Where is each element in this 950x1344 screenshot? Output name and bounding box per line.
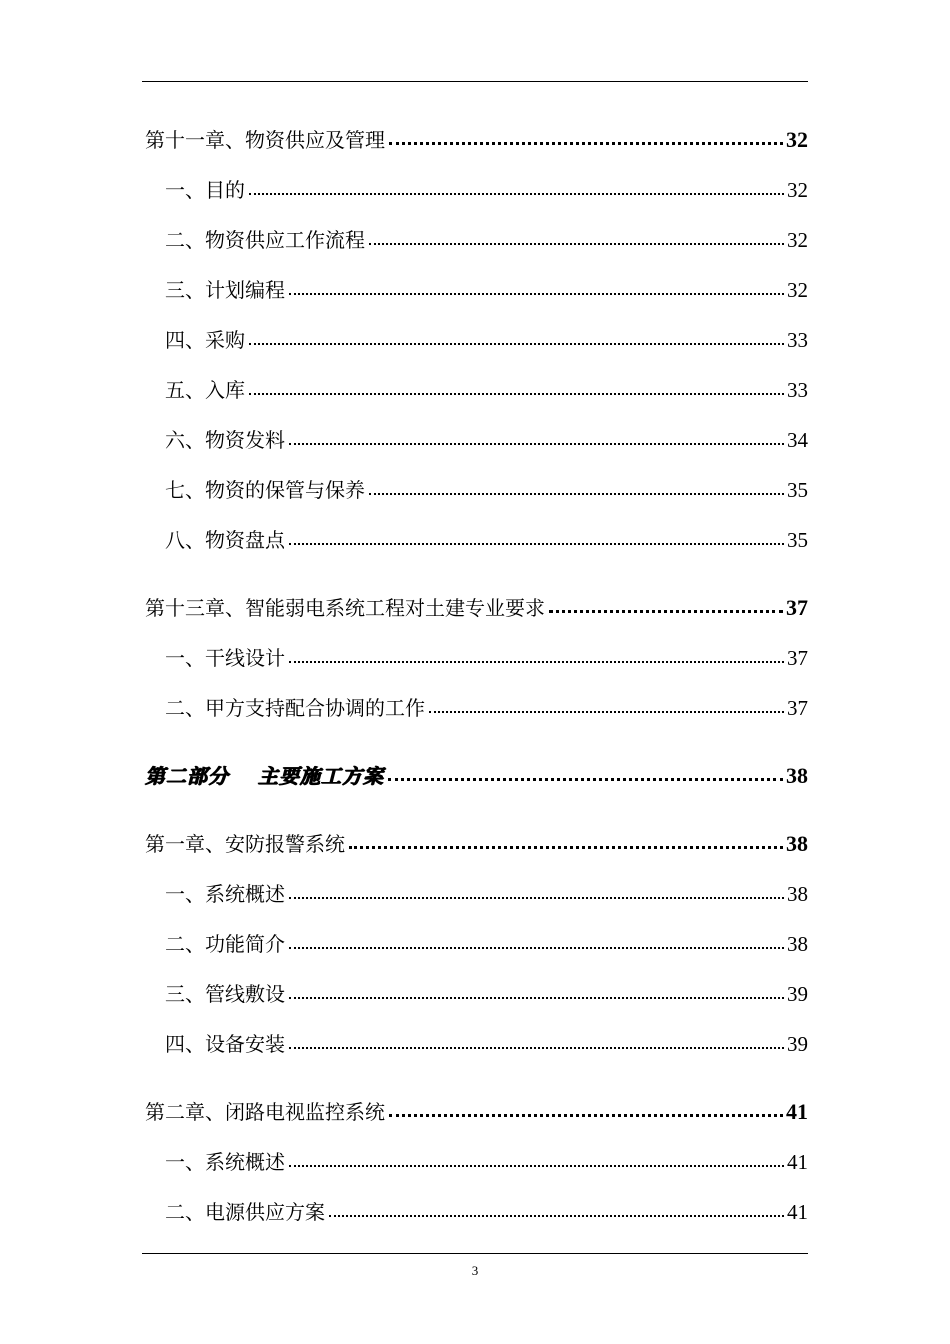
toc-section-entry[interactable] [165, 218, 808, 252]
toc-entry-page: 37 [787, 696, 808, 720]
toc-section-entry[interactable] [165, 318, 808, 352]
toc-chapter-entry[interactable] [145, 586, 808, 620]
toc-entry-page: 35 [787, 478, 808, 502]
toc-section-entry[interactable] [165, 368, 808, 402]
toc-section-entry[interactable] [165, 1022, 808, 1056]
toc-entry-page: 35 [787, 528, 808, 552]
toc-entry-page: 39 [787, 1032, 808, 1056]
toc-section-entry[interactable] [165, 168, 808, 202]
toc-entry-title: 第二部分 主要施工方案 [145, 764, 384, 788]
toc-entry-title: 第二章、闭路电视监控系统 [145, 1100, 385, 1124]
toc-section-entry[interactable] [165, 636, 808, 670]
dot-leader [289, 897, 784, 899]
toc-chapter-entry[interactable] [145, 118, 808, 152]
toc-entry-title: 三、计划编程 [165, 278, 285, 302]
dot-leader [289, 661, 784, 663]
toc-entry-title: 四、采购 [165, 328, 245, 352]
toc-entry-title: 一、目的 [165, 178, 245, 202]
toc-entry-page: 38 [787, 932, 808, 956]
toc-entry-title: 第十三章、智能弱电系统工程对土建专业要求 [145, 596, 545, 620]
toc-part-entry[interactable] [145, 754, 808, 788]
toc-entry-title: 五、入库 [165, 378, 245, 402]
toc-entry-title: 二、功能简介 [165, 932, 285, 956]
toc-section-entry[interactable] [165, 972, 808, 1006]
toc-chapter-entry[interactable] [145, 822, 808, 856]
toc-entry-title: 一、系统概述 [165, 1150, 285, 1174]
toc-entry-page: 39 [787, 982, 808, 1006]
dot-leader [389, 142, 783, 145]
toc-entry-page: 41 [787, 1200, 808, 1224]
toc-entry-title: 第一章、安防报警系统 [145, 832, 345, 856]
toc-entry-page: 33 [787, 328, 808, 352]
dot-leader [289, 293, 784, 295]
toc-entry-title: 六、物资发料 [165, 428, 285, 452]
dot-leader [549, 610, 783, 613]
toc-section-entry[interactable] [165, 268, 808, 302]
header-rule [142, 81, 808, 82]
toc-entry-title: 二、电源供应方案 [165, 1200, 325, 1224]
dot-leader [289, 443, 784, 445]
toc-entry-title: 一、系统概述 [165, 882, 285, 906]
toc-entry-page: 41 [786, 1099, 808, 1124]
dot-leader [249, 193, 784, 195]
toc-entry-page: 38 [786, 763, 808, 788]
dot-leader [388, 778, 783, 781]
toc-entry-title: 二、甲方支持配合协调的工作 [165, 696, 425, 720]
toc-entry-title: 四、设备安装 [165, 1032, 285, 1056]
toc-entry-title: 三、管线敷设 [165, 982, 285, 1006]
page-number: 3 [471, 1263, 479, 1278]
toc-entry-page: 41 [787, 1150, 808, 1174]
toc-section-entry[interactable] [165, 686, 808, 720]
toc-entry-title: 二、物资供应工作流程 [165, 228, 365, 252]
dot-leader [389, 1114, 783, 1117]
dot-leader [289, 947, 784, 949]
dot-leader [249, 343, 784, 345]
toc-entry-title: 一、干线设计 [165, 646, 285, 670]
dot-leader [369, 243, 784, 245]
toc-section-entry[interactable] [165, 922, 808, 956]
toc-entry-page: 37 [787, 646, 808, 670]
toc-section-entry[interactable] [165, 468, 808, 502]
dot-leader [429, 711, 784, 713]
dot-leader [289, 543, 784, 545]
dot-leader [289, 997, 784, 999]
toc-section-entry[interactable] [165, 1140, 808, 1174]
toc-section-entry[interactable] [165, 1190, 808, 1224]
toc-entry-title: 八、物资盘点 [165, 528, 285, 552]
toc-entry-title: 第十一章、物资供应及管理 [145, 128, 385, 152]
dot-leader [329, 1215, 784, 1217]
toc-entry-page: 32 [787, 178, 808, 202]
toc-section-entry[interactable] [165, 872, 808, 906]
toc-section-entry[interactable] [165, 518, 808, 552]
toc-entry-page: 32 [786, 127, 808, 152]
toc-entry-page: 37 [786, 595, 808, 620]
toc-entry-title: 七、物资的保管与保养 [165, 478, 365, 502]
toc-entry-page: 33 [787, 378, 808, 402]
dot-leader [249, 393, 784, 395]
dot-leader [289, 1047, 784, 1049]
toc-entry-page: 32 [787, 278, 808, 302]
toc-entry-page: 38 [787, 882, 808, 906]
dot-leader [349, 846, 783, 849]
toc-section-entry[interactable] [165, 418, 808, 452]
footer-rule [142, 1253, 808, 1254]
dot-leader [369, 493, 784, 495]
toc-entry-page: 32 [787, 228, 808, 252]
dot-leader [289, 1165, 784, 1167]
toc-entry-page: 38 [786, 831, 808, 856]
toc-entry-page: 34 [787, 428, 808, 452]
toc-chapter-entry[interactable] [145, 1090, 808, 1124]
